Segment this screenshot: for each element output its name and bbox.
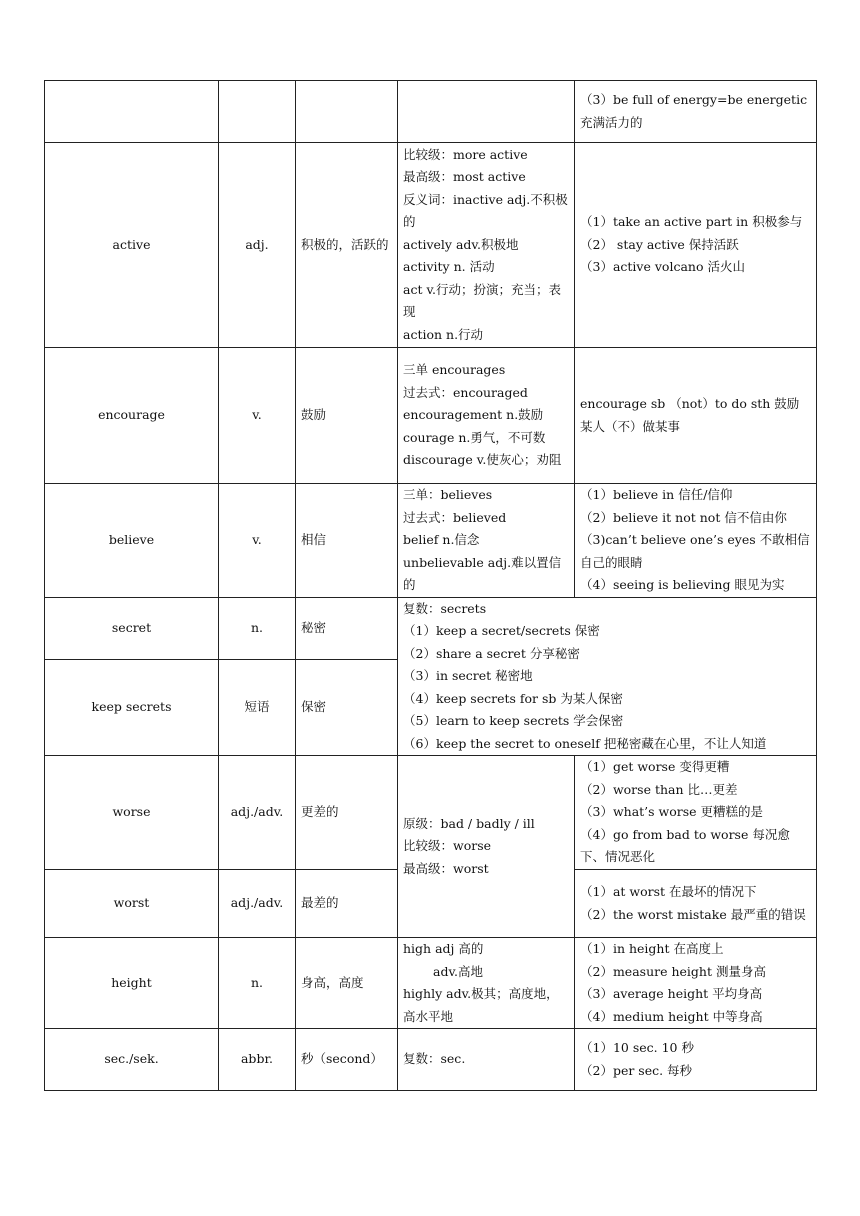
form-line: 最高级：most active (403, 169, 526, 185)
phrase-line: （3）be full of energy=be energetic 充满活力的 (580, 92, 808, 130)
word-cell: worst (45, 870, 219, 938)
form-line: 复数：sec. (403, 1051, 466, 1067)
pos-cell: adj./adv. (219, 870, 296, 938)
phrase-line: （2） stay active 保持活跃 (580, 236, 739, 252)
meaning-cell: 相信 (296, 484, 398, 598)
secret-notes-cell (398, 597, 817, 756)
form-line: unbelievable adj.难以置信的 (403, 554, 562, 592)
secret-note-line: （1）keep a secret/secrets 保密 (403, 623, 600, 638)
form-line: belief n.信念 (403, 532, 480, 547)
secret-note-line: （2）share a secret 分享秘密 (403, 645, 580, 661)
pos-cell: adj. (219, 143, 296, 348)
secret-note-line: （6）keep the secret to oneself 把秘密藏在心里，不让人知道 (403, 735, 767, 751)
form-line: act v.行动；扮演；充当；表现 (403, 281, 562, 320)
pos-cell (219, 81, 296, 143)
forms-cell (398, 81, 575, 143)
phrases-cell (575, 938, 817, 1029)
phrases-cell (575, 81, 817, 143)
form-line: action n.行动 (403, 326, 484, 342)
phrase-line: （1）take an active part in 积极参与 (580, 214, 803, 230)
table-row (45, 756, 817, 870)
vocabulary-table (44, 80, 817, 1091)
table-row (45, 938, 817, 1029)
phrase-line: （3）average height 平均身高 (580, 986, 763, 1001)
form-line: 过去式：believed (403, 509, 507, 525)
pos-cell: 短语 (219, 659, 296, 755)
form-line: highly adv.极其；高度地，高水平地 (403, 986, 559, 1024)
phrase-line: （1）get worse 变得更糟 (580, 759, 730, 775)
phrases-cell (575, 1029, 817, 1091)
phrase-line: （1）10 sec. 10 秒 (580, 1040, 694, 1055)
meaning-cell: 秘密 (296, 597, 398, 659)
secret-note-line: （3）in secret 秘密地 (403, 668, 533, 683)
phrase-line: （1）in height 在高度上 (580, 941, 724, 956)
forms-cell (398, 143, 575, 348)
word-cell: sec./sek. (45, 1029, 219, 1091)
table-row (45, 484, 817, 598)
phrase-line: （4）go from bad to worse 每况愈下、情况恶化 (580, 826, 790, 865)
form-line: 最高级：worst (403, 860, 489, 876)
table-row (45, 597, 817, 659)
secret-note-line: （4）keep secrets for sb 为某人保密 (403, 690, 623, 706)
phrases-cell (575, 484, 817, 598)
word-cell: active (45, 143, 219, 348)
word-cell: encourage (45, 348, 219, 484)
phrase-line: （1）believe in 信任/信仰 (580, 487, 733, 502)
pos-cell: v. (219, 348, 296, 484)
meaning-cell (296, 81, 398, 143)
phrases-cell (575, 143, 817, 348)
pos-cell: n. (219, 938, 296, 1029)
meaning-cell: 鼓励 (296, 348, 398, 484)
forms-cell (398, 1029, 575, 1091)
forms-cell (398, 756, 575, 938)
form-line: 原级：bad / badly / ill (403, 815, 535, 831)
pos-cell: v. (219, 484, 296, 598)
pos-cell: adj./adv. (219, 756, 296, 870)
phrase-line: （3）active volcano 活火山 (580, 259, 745, 275)
phrase-line: encourage sb （not）to do sth 鼓励某人（不）做某事 (580, 396, 800, 434)
form-line: activity n. 活动 (403, 259, 495, 275)
word-cell: height (45, 938, 219, 1029)
meaning-cell: 更差的 (296, 756, 398, 870)
meaning-cell: 秒（second） (296, 1029, 398, 1091)
phrases-cell (575, 870, 817, 938)
forms-cell (398, 938, 575, 1029)
forms-cell (398, 348, 575, 484)
word-cell: secret (45, 597, 219, 659)
phrase-line: （4）seeing is believing 眼见为实 (580, 577, 785, 592)
pos-cell: abbr. (219, 1029, 296, 1091)
form-line: adv.高地 (433, 963, 484, 979)
table-row (45, 143, 817, 348)
form-line: 比较级：worse (403, 838, 492, 854)
pos-cell: n. (219, 597, 296, 659)
phrase-line: （3)can’t believe one’s eyes 不敢相信自己的眼睛 (580, 532, 810, 570)
phrase-line: （2）measure height 测量身高 (580, 963, 766, 979)
table-row (45, 81, 817, 143)
phrase-line: （2）the worst mistake 最严重的错误 (580, 906, 806, 922)
word-cell: worse (45, 756, 219, 870)
phrase-line: （2）per sec. 每秒 (580, 1062, 693, 1078)
phrase-line: （3）what’s worse 更糟糕的是 (580, 804, 764, 820)
phrases-cell (575, 348, 817, 484)
phrase-line: （1）at worst 在最坏的情况下 (580, 884, 757, 899)
secret-note-line: （5）learn to keep secrets 学会保密 (403, 713, 624, 728)
meaning-cell: 最差的 (296, 870, 398, 938)
table-row (45, 1029, 817, 1091)
secret-note-line: 复数：secrets (403, 600, 487, 616)
word-cell: believe (45, 484, 219, 598)
form-line: actively adv.积极地 (403, 236, 519, 252)
word-cell: keep secrets (45, 659, 219, 755)
table-row (45, 348, 817, 484)
form-line: courage n.勇气，不可数 (403, 429, 546, 445)
phrase-line: （4）medium height 中等身高 (580, 1008, 763, 1024)
form-line: 三单：believes (403, 487, 493, 502)
meaning-cell: 身高，高度 (296, 938, 398, 1029)
form-line: 过去式：encouraged (403, 384, 528, 400)
form-line: discourage v.使灰心；劝阻 (403, 452, 562, 468)
form-line: 三单 encourages (403, 362, 506, 378)
phrase-line: （2）worse than 比…更差 (580, 781, 738, 797)
form-line: 比较级：more active (403, 146, 528, 162)
phrases-cell (575, 756, 817, 870)
form-line: high adj 高的 (403, 941, 484, 956)
forms-cell (398, 484, 575, 598)
form-line: 反义词：inactive adj.不积极的 (403, 191, 568, 230)
phrase-line: （2）believe it not not 信不信由你 (580, 509, 787, 525)
form-line: encouragement n.鼓励 (403, 407, 544, 423)
word-cell (45, 81, 219, 143)
meaning-cell: 保密 (296, 659, 398, 755)
meaning-cell: 积极的，活跃的 (296, 143, 398, 348)
